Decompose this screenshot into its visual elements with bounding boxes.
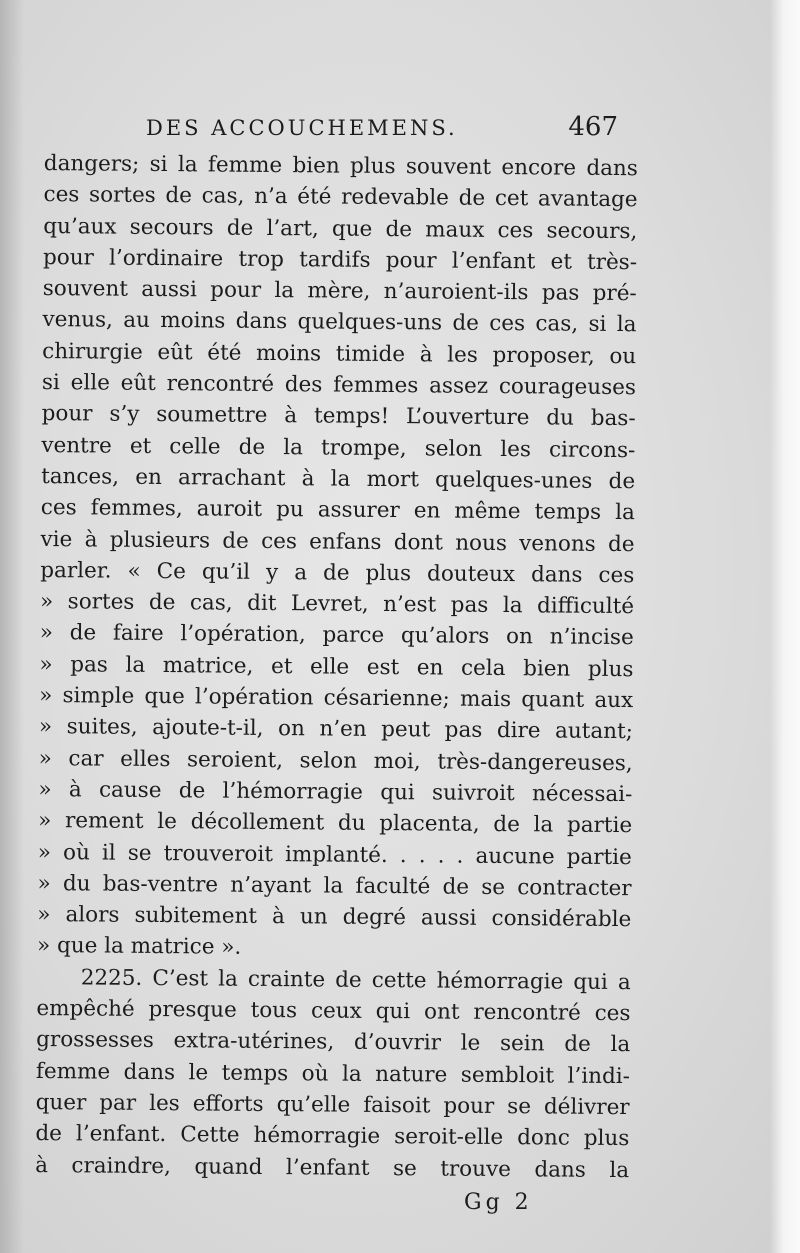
text-line: » du bas-ventre n’ayant la faculté de se contracter (37, 870, 632, 901)
text-line: pour l’ordinaire trop tardifs pour l’enfant et très- (42, 244, 638, 276)
text-line: venus, au moins dans quelques-uns de ces cas, si la (42, 307, 637, 338)
paragraph-line: empêché presque tous ceux qui ont rencontré ces (36, 995, 631, 1027)
text-line: chirurgie eût été moins timide à les proposer, ou (42, 338, 637, 369)
text-line: » à cause de l’hémorragie qui suivroit nécessai- (38, 776, 633, 808)
text-line: » suites, ajoute-t-il, on n’en peut pas dire autant; (38, 714, 634, 745)
text-line: souvent aussi pour la mère, n’auroient-ils pas pré- (42, 276, 637, 307)
text-line: » où il se trouveroit implanté. . . . . aucune partie (37, 839, 632, 870)
paragraph-line: de l’enfant. Cette hémorragie seroit-elle donc plus (35, 1121, 630, 1152)
paragraph-line: grossesses extra-utérines, d’ouvrir le sein de la (36, 1027, 631, 1058)
text-line: si elle eût rencontré des femmes assez courageuses (41, 370, 637, 401)
text-line: » pas la matrice, et elle est en cela bien plus (39, 651, 634, 682)
paragraph-line: femme dans le temps où la nature sembloit l’indi- (35, 1058, 631, 1089)
text-line: ces femmes, auroit pu assurer en même temps la (40, 495, 635, 526)
text-line: pour s’y soumettre à temps! L’ouverture du bas- (41, 401, 636, 432)
text-line: dangers; si la femme bien plus souvent encore dans (43, 150, 638, 182)
text-line: » alors subitement à un degré aussi considérable (37, 902, 632, 933)
page-edge (770, 0, 800, 1253)
page-header (146, 112, 618, 146)
text-line: parler. « Ce qu’il y a de plus douteux dans ces (40, 557, 635, 589)
text-line: vie à plusieurs de ces enfans dont nous venons de (40, 526, 635, 557)
paragraph-line: quer par les efforts qu’elle faisoit pour se délivrer (35, 1089, 630, 1121)
text-line: qu’aux secours de l’art, que de maux ces secours, (43, 213, 638, 244)
page-number: 467 (568, 112, 618, 142)
text-line: » de faire l’opération, parce qu’alors on n’incise (39, 620, 634, 651)
text-line: » simple que l’opération césarienne; mais quant aux (39, 683, 634, 714)
text-line: » car elles seroient, selon moi, très-dangereuses, (38, 745, 633, 776)
text-line: ces sortes de cas, n’a été redevable de cet avantage (43, 182, 638, 213)
text-line: » que la matrice ». (36, 933, 242, 961)
text-line: » rement le décollement du placenta, de la partie (38, 808, 633, 839)
binding-shadow (0, 0, 24, 1253)
text-line: » sortes de cas, dit Levret, n’est pas la difficulté (39, 589, 635, 620)
text-line: ventre et celle de la trompe, selon les circons- (41, 432, 636, 463)
text-line: tances, en arrachant à la mort quelques-unes de (41, 463, 636, 495)
running-title: DES ACCOUCHEMENS. (146, 116, 458, 140)
paragraph-line: à craindre, quand l’enfant se trouve dans la (35, 1152, 630, 1183)
paragraph-line: 2225. C’est la crainte de cette hémorragie qui a (80, 965, 631, 995)
signature-mark: Gg 2 (464, 1190, 533, 1215)
body-text (35, 148, 638, 1186)
